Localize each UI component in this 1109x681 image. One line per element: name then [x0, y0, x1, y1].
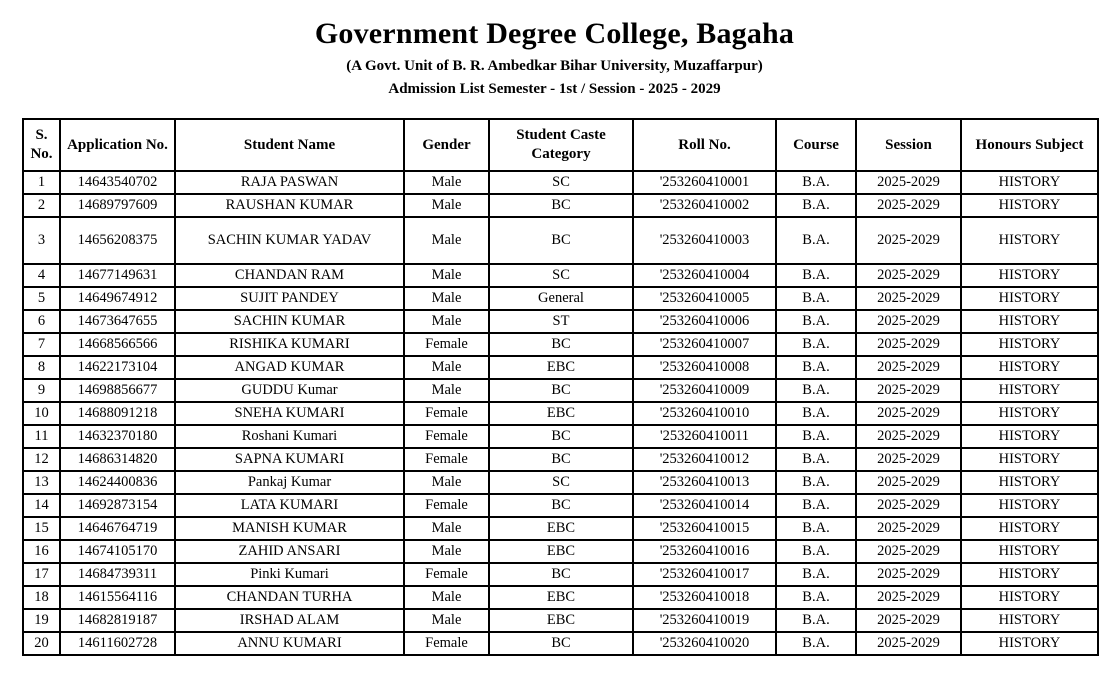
table-cell: 2025-2029: [856, 632, 961, 655]
table-cell: HISTORY: [961, 379, 1098, 402]
table-cell: B.A.: [776, 217, 856, 264]
table-cell: ANGAD KUMAR: [175, 356, 404, 379]
table-cell: BC: [489, 632, 633, 655]
table-cell: '253260410012: [633, 448, 776, 471]
table-cell: 14615564116: [60, 586, 175, 609]
table-body: [23, 171, 1098, 655]
table-cell: B.A.: [776, 425, 856, 448]
table-cell: ZAHID ANSARI: [175, 540, 404, 563]
table-cell: EBC: [489, 517, 633, 540]
table-cell: 2025-2029: [856, 356, 961, 379]
table-cell: Male: [404, 264, 489, 287]
table-cell: 14624400836: [60, 471, 175, 494]
table-cell: 11: [23, 425, 60, 448]
table-cell: '253260410002: [633, 194, 776, 217]
table-cell: EBC: [489, 586, 633, 609]
table-cell: B.A.: [776, 171, 856, 194]
table-cell: '253260410007: [633, 333, 776, 356]
table-cell: HISTORY: [961, 517, 1098, 540]
table-cell: 1: [23, 171, 60, 194]
admission-list-heading: Admission List Semester - 1st / Session - 2025 - 2029: [388, 81, 721, 97]
table-cell: HISTORY: [961, 494, 1098, 517]
table-cell: 14668566566: [60, 333, 175, 356]
table-cell: 2025-2029: [856, 609, 961, 632]
table-cell: 14689797609: [60, 194, 175, 217]
table-cell: 14: [23, 494, 60, 517]
table-cell: Female: [404, 632, 489, 655]
table-row: [23, 171, 1098, 194]
table-cell: HISTORY: [961, 171, 1098, 194]
table-cell: 14611602728: [60, 632, 175, 655]
table-cell: Female: [404, 448, 489, 471]
table-cell: 8: [23, 356, 60, 379]
table-cell: B.A.: [776, 563, 856, 586]
table-cell: HISTORY: [961, 425, 1098, 448]
table-cell: Male: [404, 586, 489, 609]
table-cell: EBC: [489, 609, 633, 632]
table-cell: 14684739311: [60, 563, 175, 586]
table-cell: HISTORY: [961, 194, 1098, 217]
table-cell: 9: [23, 379, 60, 402]
table-cell: 15: [23, 517, 60, 540]
table-cell: 14649674912: [60, 287, 175, 310]
table-cell: 2025-2029: [856, 171, 961, 194]
table-cell: 5: [23, 287, 60, 310]
table-cell: B.A.: [776, 494, 856, 517]
table-cell: Male: [404, 194, 489, 217]
table-cell: 2025-2029: [856, 563, 961, 586]
table-cell: '253260410020: [633, 632, 776, 655]
table-cell: IRSHAD ALAM: [175, 609, 404, 632]
table-row: [23, 287, 1098, 310]
column-header: Roll No.: [633, 119, 776, 171]
table-cell: Male: [404, 217, 489, 264]
table-cell: 2025-2029: [856, 310, 961, 333]
table-cell: 2025-2029: [856, 379, 961, 402]
table-cell: '253260410011: [633, 425, 776, 448]
table-cell: B.A.: [776, 609, 856, 632]
table-row: [23, 425, 1098, 448]
document-header: [0, 17, 1109, 98]
table-cell: B.A.: [776, 540, 856, 563]
table-cell: '253260410010: [633, 402, 776, 425]
table-row: [23, 217, 1098, 264]
table-cell: 19: [23, 609, 60, 632]
table-row: [23, 194, 1098, 217]
table-row: [23, 632, 1098, 655]
table-cell: Male: [404, 471, 489, 494]
table-cell: EBC: [489, 402, 633, 425]
table-cell: BC: [489, 425, 633, 448]
header-row: [23, 119, 1098, 171]
table-cell: B.A.: [776, 194, 856, 217]
table-cell: B.A.: [776, 287, 856, 310]
column-header: Course: [776, 119, 856, 171]
table-cell: 6: [23, 310, 60, 333]
table-cell: SACHIN KUMAR: [175, 310, 404, 333]
table-cell: '253260410003: [633, 217, 776, 264]
table-cell: HISTORY: [961, 264, 1098, 287]
table-cell: B.A.: [776, 586, 856, 609]
table-row: [23, 471, 1098, 494]
table-cell: Female: [404, 563, 489, 586]
table-cell: 3: [23, 217, 60, 264]
table-cell: EBC: [489, 540, 633, 563]
table-cell: RAUSHAN KUMAR: [175, 194, 404, 217]
table-cell: 2025-2029: [856, 517, 961, 540]
table-cell: 14692873154: [60, 494, 175, 517]
table-cell: 14674105170: [60, 540, 175, 563]
table-cell: 2025-2029: [856, 448, 961, 471]
table-cell: LATA KUMARI: [175, 494, 404, 517]
column-header: Honours Subject: [961, 119, 1098, 171]
table-cell: Male: [404, 540, 489, 563]
table-cell: HISTORY: [961, 402, 1098, 425]
table-row: [23, 586, 1098, 609]
table-cell: 14643540702: [60, 171, 175, 194]
table-row: [23, 379, 1098, 402]
table-row: [23, 448, 1098, 471]
table-cell: 2025-2029: [856, 540, 961, 563]
table-cell: B.A.: [776, 333, 856, 356]
table-cell: Male: [404, 171, 489, 194]
table-cell: SC: [489, 171, 633, 194]
column-header: Gender: [404, 119, 489, 171]
table-cell: EBC: [489, 356, 633, 379]
table-cell: '253260410005: [633, 287, 776, 310]
table-cell: Male: [404, 609, 489, 632]
column-header: Student Name: [175, 119, 404, 171]
table-cell: HISTORY: [961, 586, 1098, 609]
table-cell: Male: [404, 287, 489, 310]
table-cell: HISTORY: [961, 333, 1098, 356]
table-cell: HISTORY: [961, 540, 1098, 563]
table-cell: B.A.: [776, 356, 856, 379]
table-cell: B.A.: [776, 310, 856, 333]
table-cell: 2025-2029: [856, 402, 961, 425]
table-cell: Male: [404, 356, 489, 379]
table-cell: 10: [23, 402, 60, 425]
table-cell: HISTORY: [961, 563, 1098, 586]
column-header: Student Caste Category: [489, 119, 633, 171]
table-cell: BC: [489, 563, 633, 586]
table-cell: 2025-2029: [856, 333, 961, 356]
table-cell: HISTORY: [961, 310, 1098, 333]
table-cell: CHANDAN TURHA: [175, 586, 404, 609]
table-row: [23, 356, 1098, 379]
table-cell: 14646764719: [60, 517, 175, 540]
table-cell: 7: [23, 333, 60, 356]
table-cell: '253260410006: [633, 310, 776, 333]
table-cell: 14656208375: [60, 217, 175, 264]
admission-table: [22, 118, 1099, 656]
table-cell: Female: [404, 494, 489, 517]
table-cell: B.A.: [776, 264, 856, 287]
table-cell: '253260410016: [633, 540, 776, 563]
table-cell: 18: [23, 586, 60, 609]
table-cell: B.A.: [776, 448, 856, 471]
table-cell: SC: [489, 471, 633, 494]
table-cell: Male: [404, 379, 489, 402]
table-row: [23, 264, 1098, 287]
table-cell: General: [489, 287, 633, 310]
page-title: Government Degree College, Bagaha: [314, 17, 795, 50]
column-header: S. No.: [23, 119, 60, 171]
table-cell: SACHIN KUMAR YADAV: [175, 217, 404, 264]
table-cell: 2025-2029: [856, 287, 961, 310]
table-cell: Male: [404, 517, 489, 540]
table-cell: B.A.: [776, 471, 856, 494]
table-row: [23, 402, 1098, 425]
table-cell: HISTORY: [961, 471, 1098, 494]
table-cell: '253260410009: [633, 379, 776, 402]
table-cell: '253260410018: [633, 586, 776, 609]
table-cell: HISTORY: [961, 356, 1098, 379]
table-cell: 2025-2029: [856, 471, 961, 494]
table-cell: 14677149631: [60, 264, 175, 287]
table-cell: Female: [404, 333, 489, 356]
table-cell: B.A.: [776, 632, 856, 655]
table-cell: BC: [489, 379, 633, 402]
table-row: [23, 563, 1098, 586]
table-cell: 14632370180: [60, 425, 175, 448]
table-cell: BC: [489, 217, 633, 264]
table-cell: SC: [489, 264, 633, 287]
column-header: Session: [856, 119, 961, 171]
table-cell: SUJIT PANDEY: [175, 287, 404, 310]
table-row: [23, 540, 1098, 563]
table-cell: RISHIKA KUMARI: [175, 333, 404, 356]
table-cell: '253260410019: [633, 609, 776, 632]
table-cell: HISTORY: [961, 287, 1098, 310]
table-row: [23, 494, 1098, 517]
table-row: [23, 517, 1098, 540]
table-row: [23, 609, 1098, 632]
table-cell: '253260410014: [633, 494, 776, 517]
table-cell: 14673647655: [60, 310, 175, 333]
table-cell: '253260410013: [633, 471, 776, 494]
table-cell: HISTORY: [961, 609, 1098, 632]
table-cell: BC: [489, 494, 633, 517]
table-cell: 14682819187: [60, 609, 175, 632]
table-cell: HISTORY: [961, 448, 1098, 471]
table-cell: RAJA PASWAN: [175, 171, 404, 194]
table-cell: '253260410017: [633, 563, 776, 586]
table-cell: Female: [404, 425, 489, 448]
table-cell: B.A.: [776, 517, 856, 540]
table-cell: ST: [489, 310, 633, 333]
table-cell: 13: [23, 471, 60, 494]
table-cell: B.A.: [776, 402, 856, 425]
table-cell: 12: [23, 448, 60, 471]
table-cell: Pankaj Kumar: [175, 471, 404, 494]
table-cell: 14622173104: [60, 356, 175, 379]
table-cell: Roshani Kumari: [175, 425, 404, 448]
table-cell: 2025-2029: [856, 586, 961, 609]
table-cell: 2025-2029: [856, 194, 961, 217]
table-cell: 17: [23, 563, 60, 586]
table-cell: 2025-2029: [856, 217, 961, 264]
table-cell: '253260410004: [633, 264, 776, 287]
table-cell: 20: [23, 632, 60, 655]
column-header: Application No.: [60, 119, 175, 171]
table-cell: ANNU KUMARI: [175, 632, 404, 655]
table-cell: Pinki Kumari: [175, 563, 404, 586]
table-cell: Male: [404, 310, 489, 333]
table-row: [23, 333, 1098, 356]
table-cell: 2025-2029: [856, 425, 961, 448]
table-cell: SNEHA KUMARI: [175, 402, 404, 425]
table-cell: SAPNA KUMARI: [175, 448, 404, 471]
table-cell: BC: [489, 448, 633, 471]
table-cell: MANISH KUMAR: [175, 517, 404, 540]
table-cell: 14688091218: [60, 402, 175, 425]
table-cell: HISTORY: [961, 217, 1098, 264]
table-cell: GUDDU Kumar: [175, 379, 404, 402]
table-cell: BC: [489, 194, 633, 217]
table-cell: '253260410015: [633, 517, 776, 540]
table-row: [23, 310, 1098, 333]
table-cell: B.A.: [776, 379, 856, 402]
university-subtitle: (A Govt. Unit of B. R. Ambedkar Bihar University, Muzaffarpur): [346, 58, 763, 74]
table-cell: 14698856677: [60, 379, 175, 402]
table-cell: Female: [404, 402, 489, 425]
table-cell: BC: [489, 333, 633, 356]
table-cell: HISTORY: [961, 632, 1098, 655]
table-cell: '253260410008: [633, 356, 776, 379]
table-cell: 2: [23, 194, 60, 217]
table-cell: CHANDAN RAM: [175, 264, 404, 287]
table-cell: 14686314820: [60, 448, 175, 471]
table-cell: 16: [23, 540, 60, 563]
table-cell: 2025-2029: [856, 494, 961, 517]
table-cell: 2025-2029: [856, 264, 961, 287]
table-cell: '253260410001: [633, 171, 776, 194]
table-cell: 4: [23, 264, 60, 287]
